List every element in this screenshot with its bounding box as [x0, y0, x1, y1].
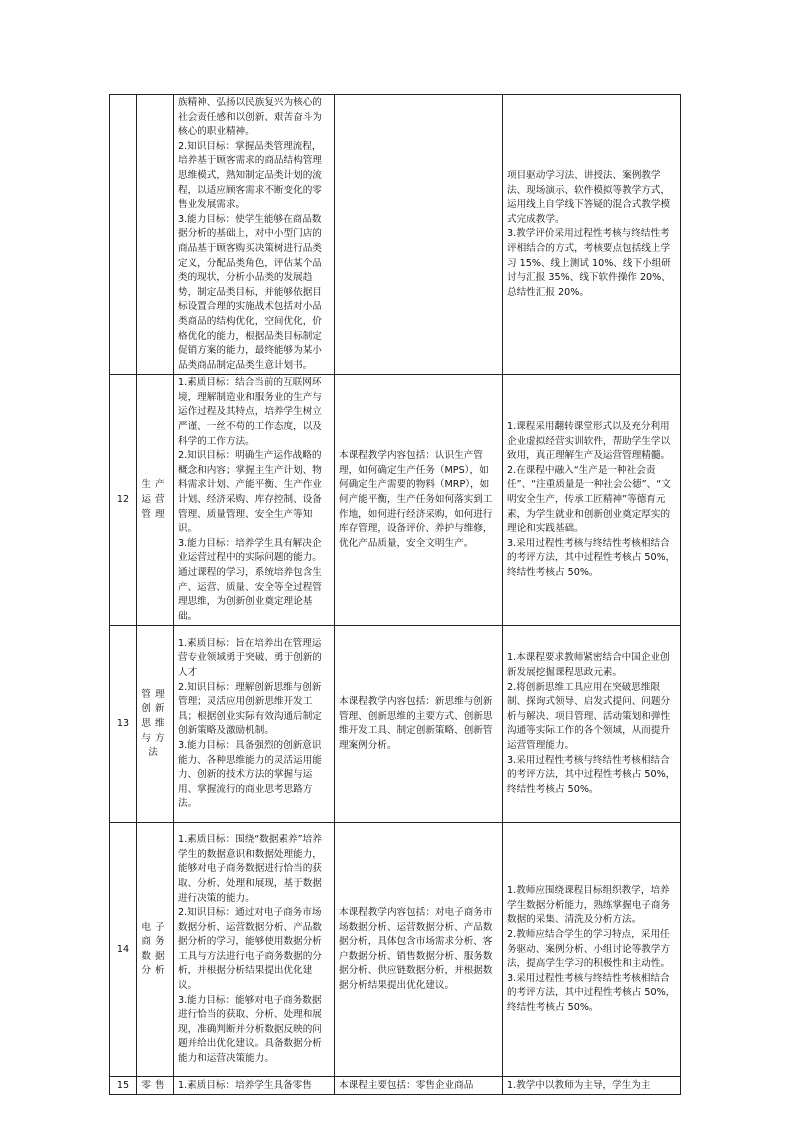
- course-goals: [174, 375, 335, 626]
- course-content: [335, 375, 503, 626]
- table-row: [110, 1077, 681, 1095]
- course-table: [109, 94, 681, 1095]
- table-row: [110, 95, 681, 375]
- goal-paragraph: 1.素质目标：结合当前的互联网环境，理解制造业和服务业的生产与运作过程及其特点，培养学生树立严谨、一丝不苟的工作态度，以及科学的工作方法。: [178, 377, 322, 447]
- requirement-paragraph: 2.在课程中融入“生产是一种社会责任”、“注重质量是一种社会公德”、“文明安全生产，传承工匠精神”等德育元素，为学生就业和创新创业奠定厚实的理论和实践基础。: [507, 464, 671, 535]
- requirement-paragraph: 项目驱动学习法、讲授法、案例教学法、现场演示、软件模拟等教学方式，运用线上自学线下答疑的混合式教学模式完成教学。: [507, 169, 671, 225]
- goal-paragraph: 1.素质目标：旨在培养出在管理运营专业领域勇于突破、勇于创新的人才: [178, 637, 322, 678]
- requirement-paragraph: 3.采用过程性考核与终结性考核相结合的考评方法，其中过程性考核占 50%，终结性考核占 50%。: [507, 537, 676, 578]
- requirement-paragraph: 2.将创新思维工具应用在突破思维限制、探询式领导、启发式提问、问题分析与解决、项目管理、活动策划和弹性沟通等实际工作的各个领域，从而提升运营管理能力。: [507, 681, 671, 751]
- course-goals: [174, 823, 335, 1077]
- course-content: [335, 626, 503, 823]
- course-requirements: [503, 1077, 681, 1095]
- course-number: 15: [110, 1077, 137, 1095]
- requirement-paragraph: 2.教师应结合学生的学习特点，采用任务驱动、案例分析、小组讨论等教学方法，提高学生学习的积极性和主动性。: [507, 928, 671, 970]
- content-paragraph: 本课程主要包括：零售企业商品: [339, 1079, 474, 1091]
- goal-paragraph: 2.知识目标：掌握品类管理流程，培养基于顾客需求的商品结构管理思维模式，熟知制定品类计划的流程，以适应顾客需求不断变化的零售业发展需求。: [178, 140, 322, 211]
- goal-paragraph: 3.能力目标：具备强烈的创新意识能力、各种思维能力的灵活运用能力、创新的技术方法的掌握与运用、掌握流行的商业思考思路方法。: [178, 739, 322, 810]
- course-requirements: [503, 375, 681, 626]
- course-number: 14: [110, 823, 137, 1077]
- course-goals: [174, 1077, 335, 1095]
- goal-paragraph: 3.能力目标：培养学生具有解决企业运营过程中的实际问题的能力。通过课程的学习，系统培养包含生产、运营、质量、安全等全过程管理思维，为创新创业奠定理论基础。: [178, 537, 322, 622]
- goal-paragraph: 3.能力目标：能够对电子商务数据进行恰当的获取、分析、处理和展现，准确判断并分析数据反映的问题并给出优化建议。具备数据分析能力和运营决策能力。: [178, 994, 322, 1065]
- content-paragraph: 本课程教学内容包括：认识生产管理，如何确定生产任务（MPS），如何确定生产需要的物料（MRP），如何产能平衡，生产任务如何落实到工作地，如何进行经济采购，如何进行库存管理，设备评价、养护与维修，优化产品质量，安全文明生产。: [339, 450, 493, 549]
- course-goals: [174, 95, 335, 375]
- requirement-paragraph: 3.采用过程性考核与终结性考核相结合的考评方法，其中过程性考核占 50%，终结性考核占 50%。: [507, 972, 676, 1013]
- table-row: [110, 375, 681, 626]
- goal-paragraph: 2.知识目标：理解创新思维与创新管理；灵活应用创新思维开发工具；根据创业实际有效沟通后制定创新策略及激励机制。: [178, 681, 322, 737]
- course-requirements: [503, 823, 681, 1077]
- goal-paragraph: 2.知识目标：明确生产运作战略的概念和内容；掌握主生产计划、物料需求计划、产能平衡、生产作业计划、经济采购、库存控制、设备管理、质量管理、安全生产等知识。: [178, 450, 322, 535]
- course-goals: [174, 626, 335, 823]
- goal-paragraph: 3.能力目标：使学生能够在商品数据分析的基础上，对中小型门店的商品基于顾客购买决策树进行品类定义，分配品类角色，评估某个品类的现状，分析小品类的发展趋势，制定品类目标，并能够依据目标设置合理的实施战术包括对小品类商品的结构优化，空间优化，价格优化的能力，根据品类目标制定促销方案的能力，最终能够为某小品类商品制定品类生意计划书。: [178, 213, 322, 371]
- course-name: 生产运营管理: [137, 375, 174, 626]
- course-content: [335, 1077, 503, 1095]
- goal-paragraph: 2.知识目标：通过对电子商务市场数据分析、运营数据分析、产品数据分析的学习，能够使用数据分析工具与方法进行电子商务数据的分析，并根据分析结果提出优化建议。: [178, 907, 322, 992]
- course-name: 电子商务数据分析: [137, 823, 174, 1077]
- goal-paragraph: 1.素质目标：围绕“数据素养”培养学生的数据意识和数据处理能力，能够对电子商务数据进行恰当的获取、分析、处理和展现，基于数据进行决策的能力。: [178, 834, 322, 904]
- course-number: 12: [110, 375, 137, 626]
- course-requirements: [503, 95, 681, 375]
- content-paragraph: 本课程教学内容包括：对电子商务市场数据分析、运营数据分析、产品数据分析，具体包含市场需求分析、客户数据分析、销售数据分析、服务数据分析、供应链数据分析，并根据数据分析结果提出优化建议。: [339, 907, 493, 992]
- content-paragraph: 本课程教学内容包括：新思维与创新管理、创新思维的主要方式、创新思维开发工具、制定创新策略、创新管理案例分析。: [339, 696, 493, 751]
- table-row: [110, 823, 681, 1077]
- course-number: [110, 95, 137, 375]
- table-row: [110, 626, 681, 823]
- requirement-paragraph: 1.课程采用翻转课堂形式以及充分利用企业虚拟经营实训软件，帮助学生学以致用，真正理解生产及运营管理精髓。: [507, 421, 671, 462]
- course-name: 管理创新思维与方法: [137, 626, 174, 823]
- course-name: [137, 95, 174, 375]
- course-name: 零售: [137, 1077, 174, 1095]
- requirement-paragraph: 1.教师应围绕课程目标组织教学，培养学生数据分析能力，熟练掌握电子商务数据的采集、清洗及分析方法。: [507, 885, 671, 926]
- requirement-paragraph: 3.教学评价采用过程性考核与终结性考评相结合的方式，考核要点包括线上学习 15%、线上测试 10%、线下小组研讨与汇报 35%、线下软件操作 20%、总结性汇报 20%。: [507, 228, 671, 298]
- course-content: [335, 95, 503, 375]
- course-requirements: [503, 626, 681, 823]
- course-number: 13: [110, 626, 137, 823]
- goal-paragraph: 1.素质目标：培养学生具备零售: [178, 1079, 312, 1091]
- requirement-paragraph: 1.教学中以教师为主导，学生为主: [507, 1079, 651, 1091]
- course-content: [335, 823, 503, 1077]
- goal-paragraph: 族精神、弘扬以民族复兴为核心的社会责任感和以创新、艰苦奋斗为核心的职业精神。: [178, 97, 322, 138]
- requirement-paragraph: 3.采用过程性考核与终结性考核相结合的考评方法，其中过程性考核占 50%，终结性考核占 50%。: [507, 754, 676, 795]
- requirement-paragraph: 1.本课程要求教师紧密结合中国企业创新发展挖掘课程思政元素。: [507, 652, 670, 678]
